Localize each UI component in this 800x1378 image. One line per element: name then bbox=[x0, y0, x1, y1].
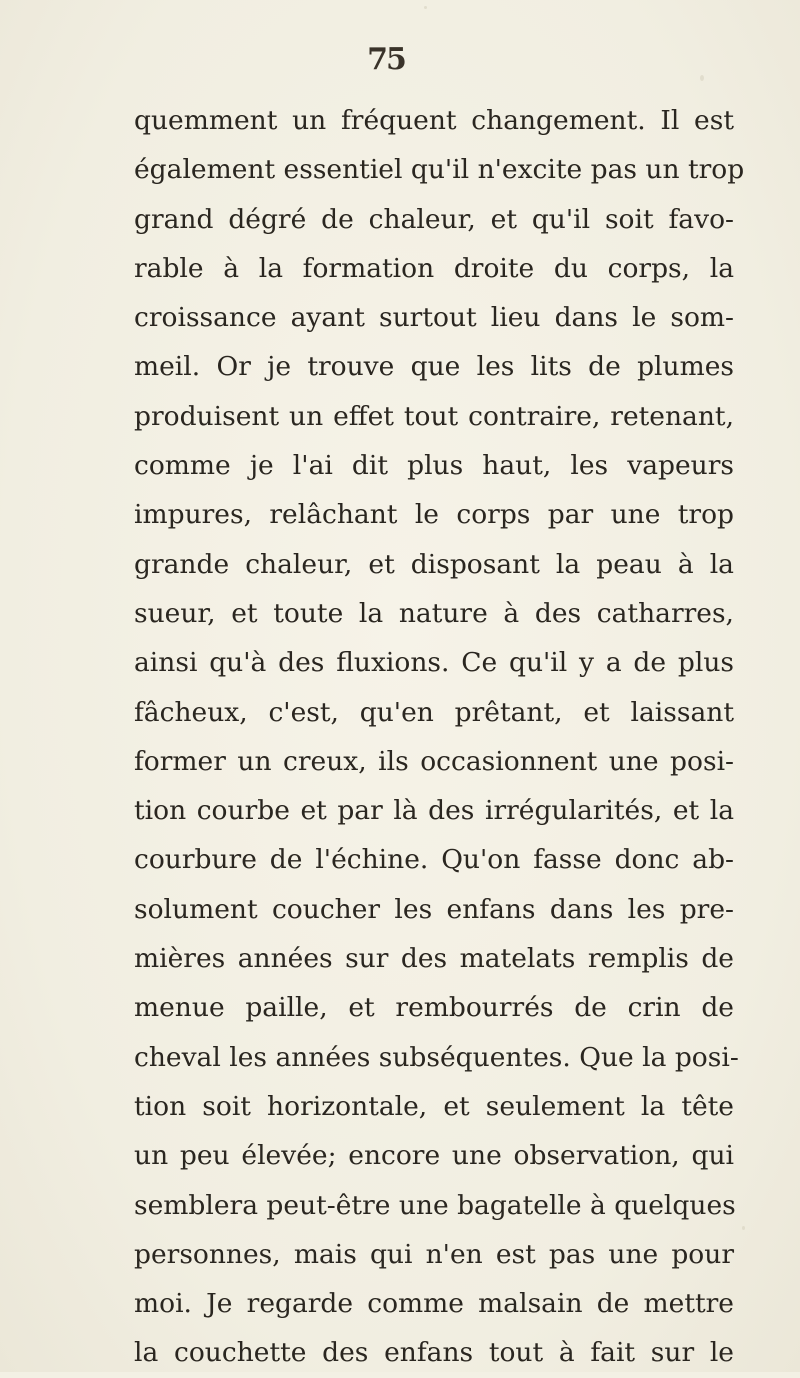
text-line: tion courbe et par là des irrégularités, et la bbox=[134, 795, 734, 827]
text-line: sueur, et toute la nature à des catharres, bbox=[134, 597, 734, 629]
text-line: grand dégré de chaleur, et qu'il soit favo- bbox=[134, 203, 734, 235]
text-line: grande chaleur, et disposant la peau à la bbox=[134, 548, 734, 580]
body-text bbox=[134, 96, 745, 1378]
text-line: croissance ayant surtout lieu dans le som- bbox=[134, 302, 734, 334]
text-line: la couchette des enfans tout à fait sur le bbox=[134, 1337, 734, 1369]
page-number: 75 bbox=[367, 42, 405, 77]
text-line: cheval les années subséquentes. Que la posi- bbox=[134, 1041, 739, 1073]
text-line: ainsi qu'à des fluxions. Ce qu'il y a de plus bbox=[134, 647, 734, 679]
text-line: personnes, mais qui n'en est pas une pour bbox=[134, 1238, 734, 1270]
text-line: comme je l'ai dit plus haut, les vapeurs bbox=[134, 450, 734, 482]
text-line: impures, relâchant le corps par une trop bbox=[134, 499, 734, 531]
text-line: un peu élevée; encore une observation, qui bbox=[134, 1140, 734, 1172]
text-line: former un creux, ils occasionnent une posi- bbox=[134, 745, 734, 777]
text-line: fâcheux, c'est, qu'en prêtant, et laissant bbox=[134, 696, 734, 728]
text-line: également essentiel qu'il n'excite pas un trop bbox=[134, 154, 745, 186]
text-line: solument coucher les enfans dans les pre- bbox=[134, 893, 734, 925]
text-line: produisent un effet tout contraire, retenant, bbox=[134, 400, 734, 432]
text-line: rable à la formation droite du corps, la bbox=[134, 252, 734, 284]
paper-speck bbox=[742, 1226, 745, 1230]
text-line: semblera peut-être une bagatelle à quelques bbox=[134, 1189, 736, 1221]
text-line: courbure de l'échine. Qu'on fasse donc ab- bbox=[134, 844, 734, 876]
text-line: tion soit horizontale, et seulement la tête bbox=[134, 1090, 734, 1122]
text-line: menue paille, et rembourrés de crin de bbox=[134, 992, 734, 1024]
text-line: moi. Je regarde comme malsain de mettre bbox=[134, 1288, 734, 1320]
text-line: meil. Or je trouve que les lits de plumes bbox=[134, 351, 734, 383]
text-line: quemment un fréquent changement. Il est bbox=[134, 105, 734, 136]
paper-speck bbox=[424, 6, 427, 9]
paper-speck bbox=[700, 75, 704, 81]
text-line: mières années sur des matelats remplis de bbox=[134, 943, 734, 975]
